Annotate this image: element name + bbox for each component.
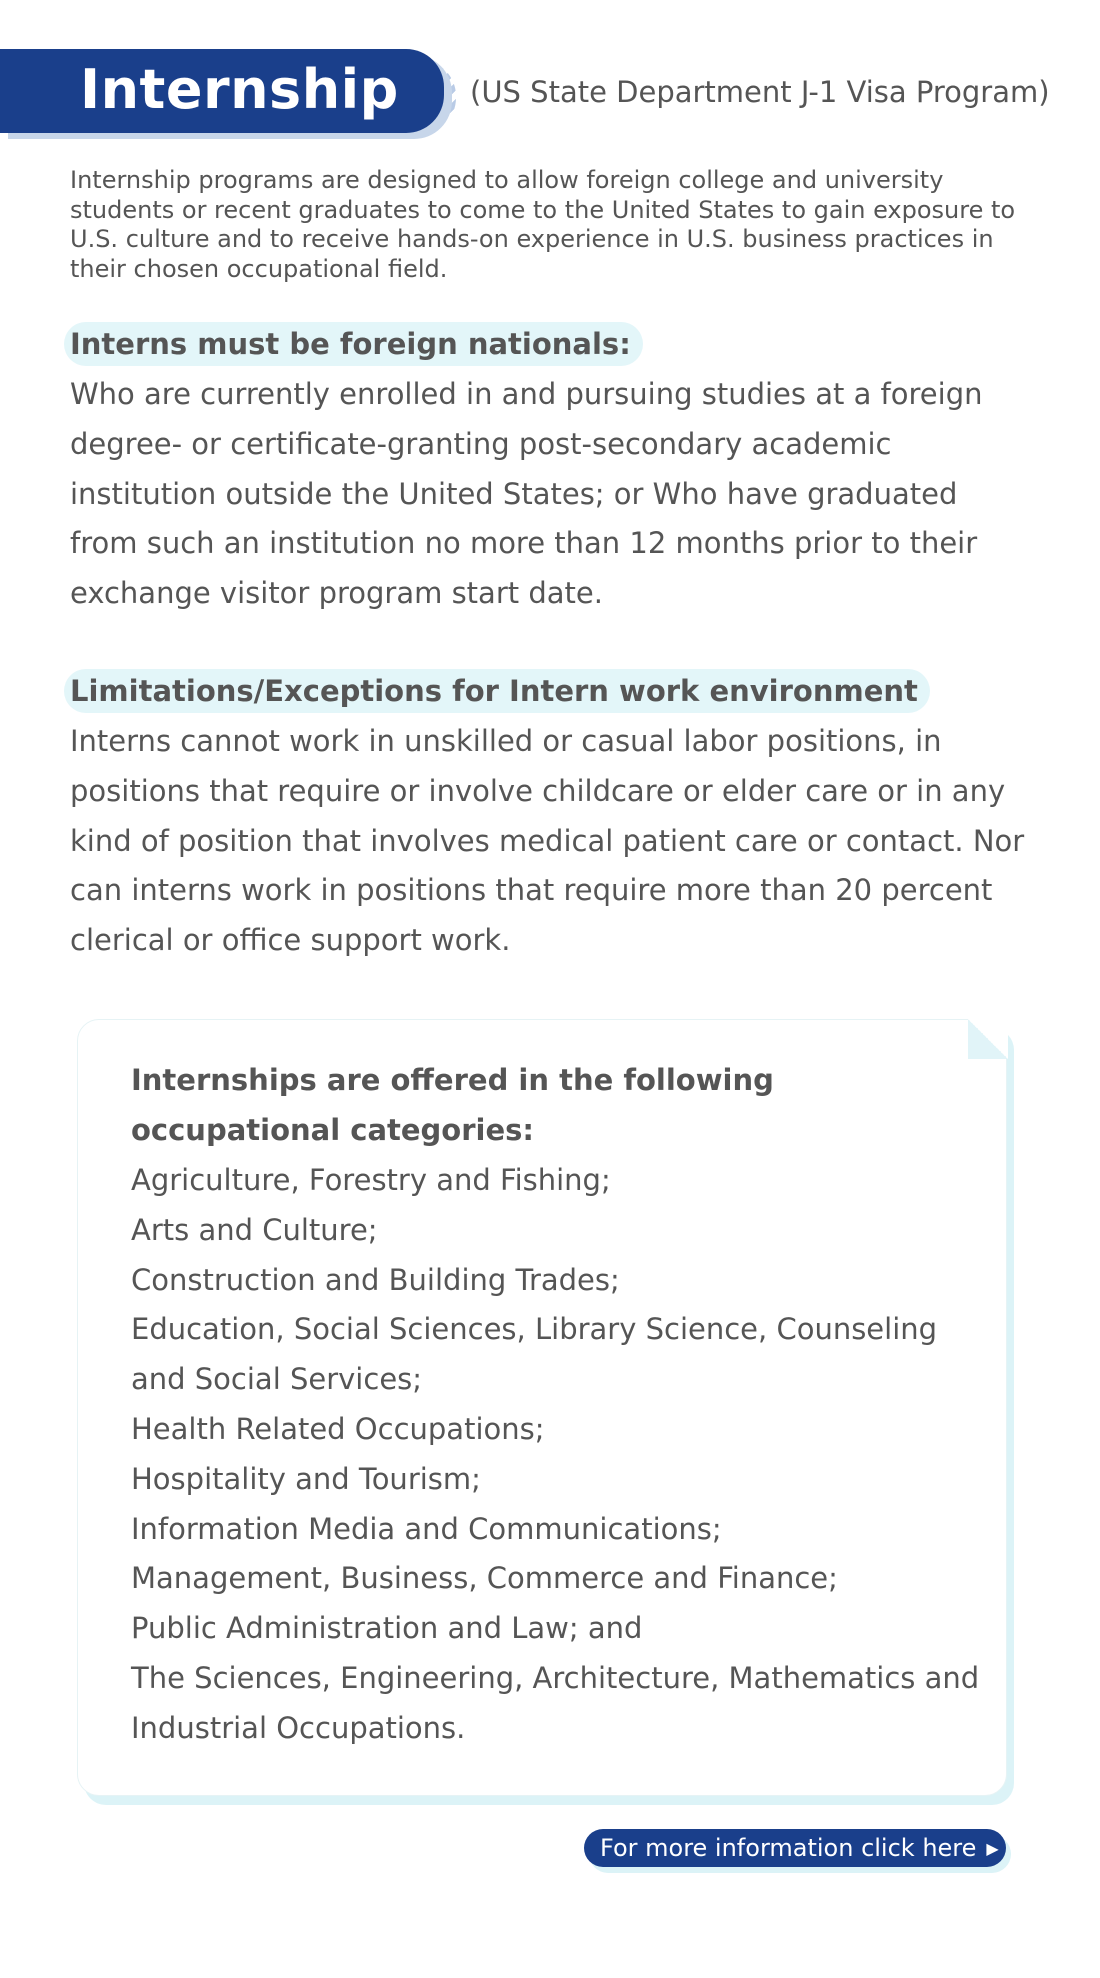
more-info-label: For more information click here [600, 1834, 977, 1862]
eligibility-body: Who are currently enrolled in and pursuing studies at a foreign degree- or certificate-granting post-secondary academic institution outside the United States; or Who have graduated from such an institution no more than 12 months prior to their exchange visitor program start date. [70, 377, 983, 611]
category-item: Public Administration and Law; and [131, 1611, 643, 1646]
card-corner-fold [968, 1019, 1008, 1059]
intro-paragraph: Internship programs are designed to allow foreign college and university students or recent graduates to come to the United States to gain exposure to U.S. culture and to receive hands-on experience in U.S. business practices in their chosen occupational field. [70, 166, 1016, 283]
limitations-body: Interns cannot work in unskilled or casual labor positions, in positions that require or involve childcare or elder care or in any kind of position that involves medical patient care or contact. Nor can interns work in positions that require more than 20 percent clerical or office support work. [70, 724, 1025, 958]
page-subtitle: (US State Department J-1 Visa Program) [470, 75, 1050, 109]
limitations-heading: Limitations/Exceptions for Intern work environment [64, 669, 930, 713]
categories-heading: Internships are offered in the following occupational categories: [131, 1063, 774, 1147]
category-item: Management, Business, Commerce and Finance; [131, 1561, 838, 1596]
categories-list [131, 1156, 991, 1754]
eligibility-heading: Interns must be foreign nationals: [64, 322, 643, 366]
category-item: Hospitality and Tourism; [131, 1461, 481, 1496]
category-item: The Sciences, Engineering, Architecture, Mathematics and Industrial Occupations. [131, 1660, 980, 1745]
play-arrow-icon: ▶ [986, 1839, 999, 1858]
category-item: Arts and Culture; [131, 1212, 378, 1247]
more-info-button[interactable] [584, 1829, 1006, 1867]
category-item: Health Related Occupations; [131, 1411, 545, 1446]
category-item: Education, Social Sciences, Library Science, Counseling and Social Services; [131, 1312, 938, 1397]
category-item: Construction and Building Trades; [131, 1262, 620, 1297]
page-title: Internship [80, 58, 399, 121]
category-item: Agriculture, Forestry and Fishing; [131, 1163, 611, 1197]
category-item: Information Media and Communications; [131, 1511, 722, 1546]
